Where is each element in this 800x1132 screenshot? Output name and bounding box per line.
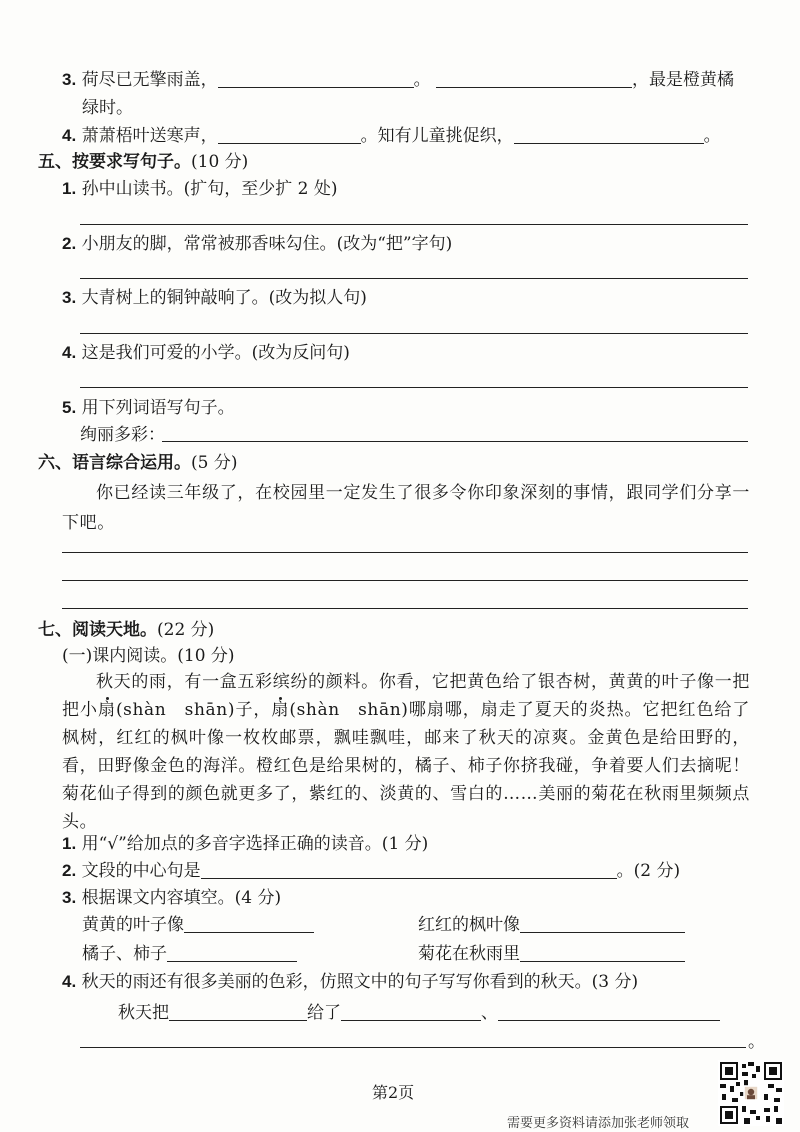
answer-blank[interactable] [167,943,297,962]
sec5-item-5 [62,396,235,420]
reading-passage [62,668,750,836]
ending-period: 。 [748,1032,765,1052]
section-7-heading [38,618,214,642]
answer-blank[interactable] [184,914,314,933]
fill-c [82,942,297,966]
question-text: 。知有儿童挑促织， [360,126,514,146]
punctuation: 。 [413,70,431,90]
polyphonic-char: 扇 [97,700,116,720]
question-3-continued: 绿时。 [82,98,133,118]
fill-label: 菊花在秋雨里 [418,944,520,964]
section-title: 五、按要求写句子。 [38,152,191,172]
answer-blank[interactable] [341,1002,481,1021]
answer-blank[interactable] [218,69,414,88]
sec5-item-4 [62,341,350,365]
question-text: 文段的中心句是 [81,861,201,881]
answer-line[interactable] [80,224,748,225]
section-title: 七、阅读天地。 [38,620,157,640]
question-text: ，最是橙黄橘 [632,70,734,90]
polyphonic-char: 扇 [271,700,290,720]
answer-line[interactable] [80,278,748,279]
fill-label: 橘子、柿子 [82,944,167,964]
punctuation: 。 [703,126,721,146]
question-text: 根据课文内容填空。(4 分) [81,888,282,908]
sec7-q2 [62,859,680,883]
word-prompt: 绚丽多彩： [80,425,165,445]
section-6-heading [38,451,237,475]
item-text: 用下列词语写句子。 [81,398,235,418]
fill-label: 红红的枫叶像 [418,915,520,935]
sentence-part: 秋天把 [118,1003,169,1023]
answer-blank[interactable] [201,860,617,879]
answer-blank[interactable] [436,69,632,88]
passage-text: (shàn shān)哪扇哪，扇走了夏天的炎热。它把红色给了枫树，红红的枫叶像一枚枚邮票，飘哇飘哇，邮来了秋天的凉爽。金黄色是给田野的，看，田野像金色的海洋。橙红色是给果树的，橘子、柿子你挤我碰，争着要人们去摘呢！菊花仙子得到的颜色就更多了，紫红的、淡黄的、雪白的……美丽的菊花在秋雨里频频点头。 [62,700,751,832]
answer-blank[interactable] [514,125,704,144]
answer-line[interactable] [62,552,748,553]
answer-blank[interactable] [520,914,685,933]
question-number: 3. [62,70,77,89]
question-number: 3. [62,888,77,907]
answer-line[interactable] [80,1047,746,1048]
question-4 [62,124,721,148]
sec7-q4 [62,970,638,994]
answer-line[interactable] [62,580,748,581]
fill-label: 黄黄的叶子像 [82,915,184,935]
item-number: 2. [62,234,77,253]
answer-blank[interactable] [169,1002,307,1021]
answer-blank[interactable] [520,943,685,962]
imitation-sentence [118,1001,720,1025]
sentence-part: 给了 [307,1003,341,1023]
question-number: 4. [62,972,77,991]
question-number: 4. [62,126,77,145]
fill-d [418,942,685,966]
sec6-prompt: 你已经读三年级了，在校园里一定发生了很多令你印象深刻的事情，跟同学们分享一下吧。 [62,483,750,533]
answer-line[interactable] [80,387,748,388]
pinyin-choice[interactable]: (shàn shān)子， [115,700,272,720]
question-text: 萧萧梧叶送寒声， [81,126,218,146]
question-number: 1. [62,834,77,853]
footer-note: 需要更多资料请添加张老师领取 [507,1116,690,1131]
item-number: 5. [62,398,77,417]
fill-a [82,913,314,937]
page-number: 第2页 [372,1083,415,1102]
item-text: 大青树上的铜钟敲响了。(改为拟人句) [81,288,367,308]
question-score: 。(2 分) [616,861,681,881]
subsection-heading: (一)课内阅读。(10 分) [62,646,235,666]
answer-line[interactable] [62,608,748,609]
section-score: (22 分) [157,620,215,640]
question-text: 荷尽已无擎雨盖， [81,70,218,90]
item-text: 孙中山读书。(扩句，至少扩 2 处) [81,179,338,199]
sec5-item-2 [62,232,452,256]
question-3 [62,68,734,92]
qr-code-icon [718,1060,784,1126]
sec7-q1 [62,832,428,856]
section-score: (5 分) [191,453,238,473]
question-text: 用“√”给加点的多音字选择正确的读音。(1 分) [81,834,429,854]
item-number: 4. [62,343,77,362]
question-number: 2. [62,861,77,880]
answer-blank[interactable] [218,125,361,144]
answer-blank[interactable] [498,1002,720,1021]
sec5-item-1 [62,177,337,201]
fill-b [418,913,685,937]
answer-line[interactable] [162,441,748,442]
item-text: 小朋友的脚，常常被那香味勾住。(改为“把”字句) [81,234,453,254]
item-number: 3. [62,288,77,307]
sec5-item-3 [62,286,367,310]
sentence-part: 、 [481,1003,498,1023]
answer-line[interactable] [80,333,748,334]
sec7-q3 [62,886,281,910]
passage-text: 秋天的雨，有一盒五彩缤纷的颜料。你看，它把黄色给了银杏树，黄黄的叶子像一把把小 [62,672,750,720]
item-text: 这是我们可爱的小学。(改为反问句) [81,343,350,363]
item-number: 1. [62,179,77,198]
section-title: 六、语言综合运用。 [38,453,191,473]
question-text: 秋天的雨还有很多美丽的色彩，仿照文中的句子写写你看到的秋天。(3 分) [81,972,639,992]
section-5-heading [38,150,248,174]
section-score: (10 分) [191,152,249,172]
